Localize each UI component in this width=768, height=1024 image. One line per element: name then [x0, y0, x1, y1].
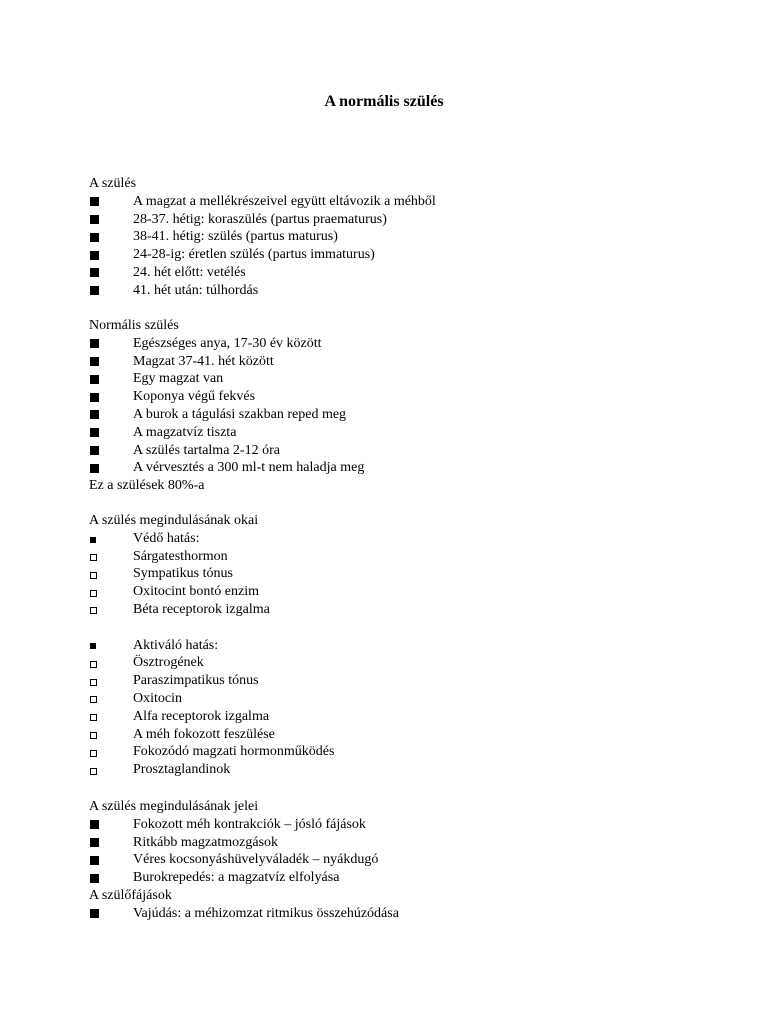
bullet-hollow-square-icon: [89, 565, 129, 583]
bullet-filled-square-icon: [89, 353, 129, 371]
bullet-filled-square-icon: [89, 335, 129, 353]
bullet-filled-square-icon: [89, 424, 129, 442]
section-heading: A szülés: [89, 176, 137, 191]
bullet-filled-square-icon: [89, 264, 129, 282]
list-item: A magzat a mellékrészeivel együtt eltávozik a méhből: [89, 193, 729, 211]
bullet-filled-square-icon: [89, 193, 129, 211]
list-item: Magzat 37-41. hét között: [89, 353, 729, 371]
list-item: A magzatvíz tiszta: [89, 424, 729, 442]
list-item: Ösztrogének: [89, 654, 729, 672]
bullet-filled-square-icon: [89, 388, 129, 406]
list-item: A burok a tágulási szakban reped meg: [89, 406, 729, 424]
bullet-filled-square-icon: [89, 211, 129, 229]
bullet-filled-square-icon: [89, 851, 129, 869]
bullet-hollow-square-icon: [89, 708, 129, 726]
spacer: [89, 619, 729, 637]
bullet-small-filled-square-icon: [89, 637, 129, 655]
list-item: Fokozódó magzati hormonműködés: [89, 743, 729, 761]
list-item: Burokrepedés: a magzatvíz elfolyása: [89, 869, 729, 887]
section-szules-jelei: [89, 798, 729, 923]
bullet-filled-square-icon: [89, 370, 129, 388]
list-item: Egy magzat van: [89, 370, 729, 388]
section-a-szules: [89, 175, 729, 300]
list-item: Véres kocsonyáshüvelyváladék – nyákdugó: [89, 851, 729, 869]
bullet-filled-square-icon: [89, 442, 129, 460]
bullet-filled-square-icon: [89, 246, 129, 264]
bullet-filled-square-icon: [89, 816, 129, 834]
list-item: A vérvesztés a 300 ml-t nem haladja meg: [89, 459, 729, 477]
list-item: 28-37. hétig: koraszülés (partus praematurus): [89, 211, 729, 229]
list-item: Egészséges anya, 17-30 év között: [89, 335, 729, 353]
bullet-hollow-square-icon: [89, 672, 129, 690]
list-item: Paraszimpatikus tónus: [89, 672, 729, 690]
list-item: 24-28-ig: éretlen szülés (partus immaturus): [89, 246, 729, 264]
section-heading: A szülőfájások: [89, 887, 172, 903]
document-title: A normális szülés: [324, 93, 444, 110]
section-heading: A szülés megindulásának jelei: [89, 799, 259, 814]
bullet-hollow-square-icon: [89, 583, 129, 601]
bullet-filled-square-icon: [89, 834, 129, 852]
section-normalis-szules: [89, 317, 729, 495]
list-item: A szülés tartalma 2-12 óra: [89, 442, 729, 460]
bullet-filled-square-icon: [89, 282, 129, 300]
bullet-filled-square-icon: [89, 905, 129, 923]
list-item: Prosztaglandinok: [89, 761, 729, 779]
list-item: Sárgatesthormon: [89, 548, 729, 566]
bullet-hollow-square-icon: [89, 761, 129, 779]
list-item: Oxitocin: [89, 690, 729, 708]
bullet-filled-square-icon: [89, 869, 129, 887]
list-item: Oxitocint bontó enzim: [89, 583, 729, 601]
bullet-hollow-square-icon: [89, 726, 129, 744]
bullet-hollow-square-icon: [89, 654, 129, 672]
list-item: 41. hét után: túlhordás: [89, 282, 729, 300]
list-item: Béta receptorok izgalma: [89, 601, 729, 619]
list-item: Ritkább magzatmozgások: [89, 834, 729, 852]
section-heading: Normális szülés: [89, 318, 179, 333]
list-item: A méh fokozott feszülése: [89, 726, 729, 744]
bullet-hollow-square-icon: [89, 601, 129, 619]
bullet-filled-square-icon: [89, 228, 129, 246]
bullet-small-filled-square-icon: [89, 530, 129, 548]
section-footer: Ez a szülések 80%-a: [89, 478, 205, 494]
list-item: 38-41. hétig: szülés (partus maturus): [89, 228, 729, 246]
list-item: Alfa receptorok izgalma: [89, 708, 729, 726]
bullet-hollow-square-icon: [89, 743, 129, 761]
section-heading: A szülés megindulásának okai: [89, 513, 259, 528]
bullet-filled-square-icon: [89, 406, 129, 424]
list-item: Sympatikus tónus: [89, 565, 729, 583]
section-szules-okai: [89, 512, 729, 779]
list-item: 24. hét előtt: vetélés: [89, 264, 729, 282]
bullet-hollow-square-icon: [89, 690, 129, 708]
bullet-hollow-square-icon: [89, 548, 129, 566]
list-item-activating-label: Aktiváló hatás:: [89, 637, 729, 655]
bullet-filled-square-icon: [89, 459, 129, 477]
list-item: Fokozott méh kontrakciók – jósló fájások: [89, 816, 729, 834]
list-item: Vajúdás: a méhizomzat ritmikus összehúzódása: [89, 905, 729, 923]
list-item: Koponya végű fekvés: [89, 388, 729, 406]
list-item-protective-label: Védő hatás:: [89, 530, 729, 548]
